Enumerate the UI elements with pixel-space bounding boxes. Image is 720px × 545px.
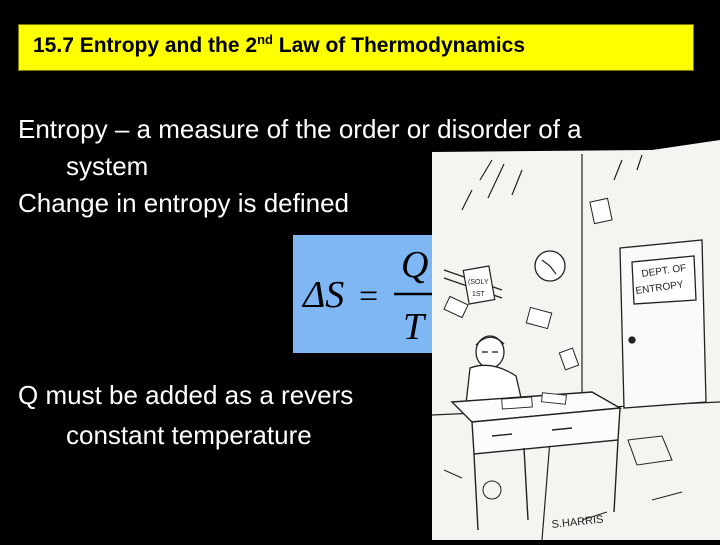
bullet-line-1: Entropy – a measure of the order or disorder of a (18, 114, 582, 144)
slide-title (33, 34, 525, 58)
equation-denominator: T (403, 306, 425, 348)
bullet-line-4: Q must be added as a revers (18, 380, 354, 410)
cartoon-sign-line2: ENTROPY (634, 279, 685, 297)
title-text-main: 15.7 Entropy and the 2 (33, 34, 258, 57)
slide-title-box (18, 24, 694, 71)
cartoon-sign-line1: DEPT. OF (640, 262, 687, 280)
title-text-rest: Law of Thermodynamics (272, 34, 526, 57)
cartoon-illustration (432, 140, 720, 540)
cartoon-signature: S.HARRIS (551, 513, 604, 531)
equation-numerator: Q (401, 244, 429, 286)
equation-lhs: ΔS (303, 274, 345, 316)
entropy-equation (293, 235, 443, 353)
equation-box (293, 235, 443, 353)
entropy-cartoon (432, 140, 720, 540)
bullet-line-5: constant temperature (66, 420, 312, 450)
cartoon-calendar-2: 1ST (472, 291, 485, 298)
title-superscript: nd (257, 32, 273, 47)
bullet-line-2: system (66, 151, 149, 181)
equation-equals: = (359, 278, 379, 315)
cartoon-calendar: (SOLY (468, 279, 489, 286)
bullet-line-3: Change in entropy is defined (18, 188, 350, 218)
